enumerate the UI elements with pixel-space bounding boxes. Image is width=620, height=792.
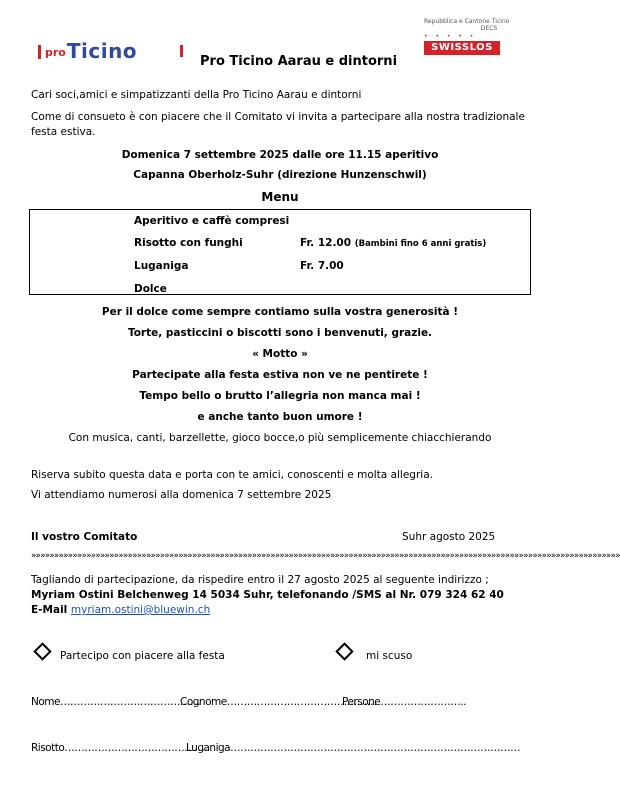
logo-ticino-text: Ticino xyxy=(66,39,138,63)
greeting: Cari soci,amici e simpatizzanti della Pro Ticino Aarau e dintorni xyxy=(31,89,362,101)
page-title: Pro Ticino Aarau e dintorni xyxy=(200,54,398,69)
diamond-checkbox-icon[interactable] xyxy=(33,642,51,660)
motto-line3: e anche tanto buon umore ! xyxy=(197,411,363,423)
menu-item-name: Dolce xyxy=(134,283,167,295)
motto-line2: Tempo bello o brutto l’allegria non manca mai ! xyxy=(139,390,421,402)
coupon-address: Myriam Ostini Belchenweg 14 5034 Suhr, telefonando /SMS al Nr. 079 324 62 40 xyxy=(31,589,504,601)
option-decline: mi scuso xyxy=(366,650,413,662)
motto-line1: Partecipate alla festa estiva non ve ne pentirete ! xyxy=(132,369,428,381)
menu-item-note: (Bambini fino 6 anni gratis) xyxy=(354,239,487,249)
wait-line: Vi attendiamo numerosi alla domenica 7 settembre 2025 xyxy=(31,489,332,501)
place-date: Suhr agosto 2025 xyxy=(402,531,496,543)
risotto-field[interactable]: Risotto……………………………………. xyxy=(31,742,208,754)
intro-line1: Come di consueto è con piacere che il Comitato vi invita a partecipare alla nostra tradizionale xyxy=(31,111,525,123)
sponsor-line1: Repubblica e Cantone Ticino xyxy=(424,18,510,25)
email-row xyxy=(31,603,210,617)
message-cakes: Torte, pasticcini o biscotti sono i benvenuti, grazie. xyxy=(127,327,433,339)
event-date: Domenica 7 settembre 2025 dalle ore 11.15 aperitivo xyxy=(121,149,439,161)
menu-item-name: Luganiga xyxy=(134,260,189,272)
sponsor-dots: • • • • • xyxy=(424,33,477,40)
menu-item-name: Risotto con funghi xyxy=(134,237,243,249)
option-participate: Partecipo con piacere alla festa xyxy=(60,650,225,662)
email-link[interactable]: myriam.ostini@bluewin.ch xyxy=(70,604,211,616)
menu-item-price: Fr. 7.00 xyxy=(300,260,344,272)
menu-item-price: Fr. 12.00 xyxy=(300,237,352,249)
coupon-instructions: Tagliando di partecipazione, da rispedire entro il 27 agosto 2025 al seguente indirizzo ; xyxy=(31,574,489,586)
persone-field[interactable]: Persone…………………….. xyxy=(342,696,466,708)
intro-line2: festa estiva. xyxy=(31,126,96,138)
menu-item-price-row xyxy=(300,236,486,251)
sponsor-badge: SWISSLOS xyxy=(424,41,500,55)
menu-title: Menu xyxy=(261,190,299,204)
cut-line-separator: »»»»»»»»»»»»»»»»»»»»»»»»»»»»»»»»»»»»»»»»»»»»»»»»»»»»»»»»»»»»»»»»»»»»»»»»»»»»»»»»»»»»»»»»»»»»»»»»»»»»»»»»»»»»»»»»»»»»»»»»»»»»»»»» xyxy=(31,551,620,561)
logo-red-bar xyxy=(38,45,41,59)
email-label: E-Mail xyxy=(31,604,71,616)
reserve-line: Riserva subito questa data e porta con te amici, conoscenti e molta allegria. xyxy=(31,469,433,481)
pro-ticino-logo xyxy=(38,38,137,62)
event-place: Capanna Oberholz-Suhr (direzione Hunzenschwil) xyxy=(133,169,427,181)
logo-red-bar-right xyxy=(180,45,183,57)
motto-heading: « Motto » xyxy=(252,348,308,360)
luganiga-field[interactable]: Luganiga…………………………………………………………………………… xyxy=(186,742,521,754)
message-dessert: Per il dolce come sempre contiamo sulla vostra generosità ! xyxy=(101,306,459,318)
nome-field[interactable]: Nome…………………………………… xyxy=(31,696,200,708)
entertainment-line: Con musica, canti, barzellette, gioco bocce,o più semplicemente chiacchierando xyxy=(68,432,492,444)
logo-pro-text: pro xyxy=(45,46,66,59)
swisslos-logo xyxy=(424,18,534,55)
signature: Il vostro Comitato xyxy=(31,531,138,543)
sponsor-line2: DECS xyxy=(480,25,498,32)
menu-item-name: Aperitivo e caffè compresi xyxy=(134,215,290,227)
cognome-field[interactable]: Cognome……………………………………… xyxy=(180,696,377,708)
diamond-checkbox-icon[interactable] xyxy=(335,642,353,660)
